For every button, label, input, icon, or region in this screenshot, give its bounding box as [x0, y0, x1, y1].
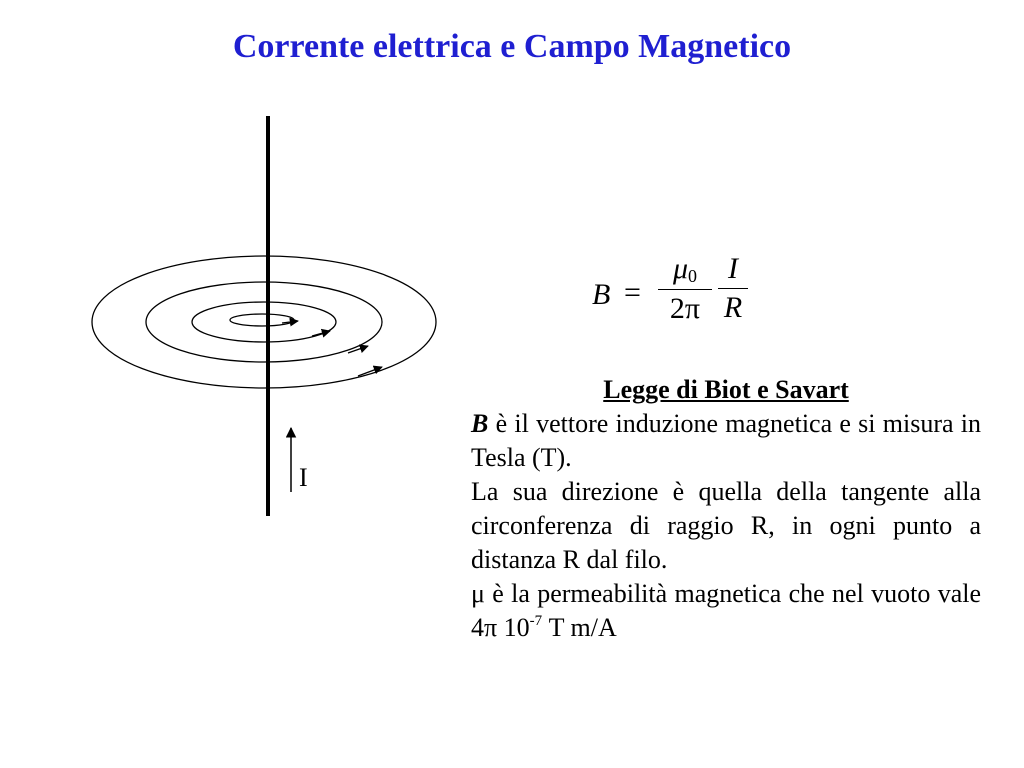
fraction-bar-1 — [658, 289, 712, 290]
field-line-1 — [92, 256, 436, 388]
permeability-unit: T m/A — [542, 613, 617, 642]
paragraph-direction: La sua direzione è quella della tangente alla circonferenza di raggio R, in ogni punto a distanza R dal filo. — [471, 477, 981, 574]
paragraph-b-definition — [471, 407, 981, 475]
mu-symbol: μ — [672, 252, 689, 285]
fraction-bar-2 — [718, 288, 748, 289]
fraction-mu-over-2pi — [658, 252, 712, 326]
biot-savart-formula — [588, 250, 768, 342]
b-symbol: B — [471, 409, 489, 438]
fraction-denominator-r: R — [723, 291, 743, 324]
current-label: I — [299, 463, 308, 492]
fraction-i-over-r — [718, 252, 748, 325]
b-definition-text: è il vettore induzione magnetica e si misura in Tesla (T). — [471, 409, 981, 472]
exponent: -7 — [529, 613, 543, 629]
section-heading: Legge di Biot e Savart — [603, 375, 849, 404]
mu-subscript: 0 — [688, 266, 698, 286]
fraction-denominator-2pi: 2π — [669, 292, 701, 325]
fraction-numerator-i: I — [728, 252, 738, 285]
field-line-2 — [146, 282, 382, 362]
permeability-text: μ è la permeabilità magnetica che nel vuoto vale 4π 10 — [471, 579, 981, 642]
explanation-text — [471, 373, 981, 645]
formula-equals: = — [624, 276, 641, 309]
field-arrow-2 — [312, 331, 330, 336]
formula-b: B — [592, 278, 611, 311]
fraction-numerator-mu — [658, 252, 712, 287]
field-line-4 — [230, 314, 294, 326]
paragraph-permeability — [471, 577, 981, 645]
page-title: Corrente elettrica e Campo Magnetico — [232, 28, 792, 65]
